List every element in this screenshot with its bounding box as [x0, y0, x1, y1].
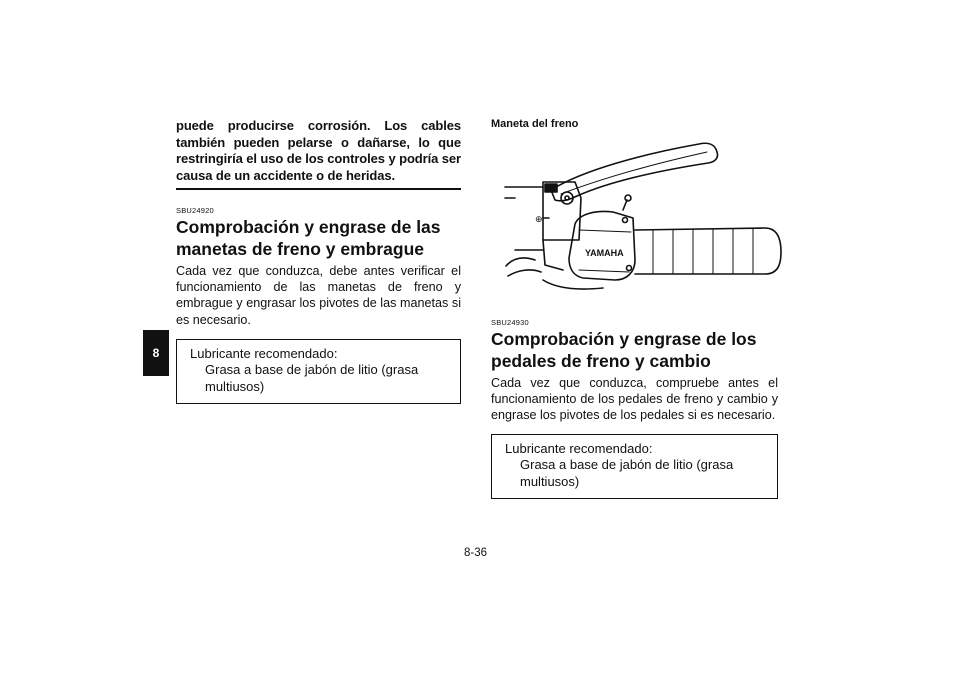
lubricant-value: Grasa a base de jabón de litio (grasa multiusos): [205, 362, 419, 394]
yamaha-logo: YAMAHA: [585, 248, 624, 258]
brake-lever-illustration: [503, 140, 783, 302]
section-title-pedals: Comprobación y engrase de los pedales de freno y cambio: [491, 329, 757, 371]
warning-text-continuation: puede producirse corrosión. Los cables también pueden pelarse o dañarse, lo que restringiría el uso de los controles y podría ser causa de un accidente o de heridas.: [176, 118, 461, 183]
svg-text:⊕: ⊕: [535, 214, 543, 224]
page-number: 8-36: [464, 547, 488, 559]
figure-caption: Maneta del freno: [491, 118, 579, 130]
lubricant-box: [491, 434, 778, 500]
lubricant-box: [176, 339, 461, 405]
section-body-levers: Cada vez que conduzca, debe antes verificar el funcionamiento de las manetas de freno y embrague y engrasar los pivotes de las manetas si es necesario.: [176, 264, 461, 327]
lubricant-label: Lubricante recomendado:: [505, 440, 653, 456]
lubricant-label: Lubricante recomendado:: [190, 345, 338, 361]
lubricant-value: Grasa a base de jabón de litio (grasa multiusos): [520, 457, 734, 489]
section-body-pedals: Cada vez que conduzca, compruebe antes el funcionamiento de los pedales de freno y cambio y engrase los pivotes de los pedales si es necesario.: [491, 376, 778, 423]
chapter-tab: 8: [143, 330, 169, 376]
warning-end-rule: [176, 188, 461, 190]
left-column: [176, 118, 461, 404]
right-column-lower: [491, 318, 778, 499]
section-code: SBU24920: [176, 206, 214, 215]
right-column: [491, 118, 778, 130]
section-title-levers: Comprobación y engrase de las manetas de freno y embrague: [176, 217, 441, 259]
section-code: SBU24930: [491, 318, 529, 327]
